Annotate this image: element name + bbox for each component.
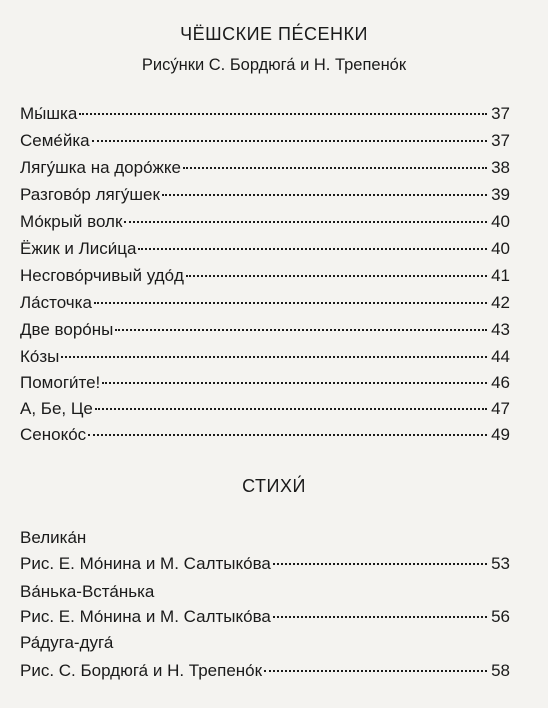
poem-title: Ва́нька-Вста́нька xyxy=(20,582,155,601)
toc-entry-page: 43 xyxy=(491,320,510,339)
dot-leader xyxy=(183,167,487,169)
dot-leader xyxy=(186,275,487,277)
dot-leader xyxy=(138,248,487,250)
toc-entry-title: Мо́крый волк xyxy=(20,212,123,231)
dot-leader xyxy=(273,563,487,565)
toc-entry-page: 41 xyxy=(491,266,510,285)
toc-entry-title: Несгово́рчивый удо́д xyxy=(20,266,184,285)
toc-entry-credit: Рис. Е. Мо́нина и М. Салтыко́ва xyxy=(20,554,271,573)
toc-entry-title: Разгово́р лягу́шек xyxy=(20,185,160,204)
toc-entry xyxy=(20,423,510,447)
toc-entry-title: Две воро́ны xyxy=(20,320,114,339)
dot-leader xyxy=(162,194,487,196)
dot-leader xyxy=(95,408,487,410)
poem-title: Велика́н xyxy=(20,528,87,547)
toc-entry-title: Сеноко́с xyxy=(20,425,87,444)
dot-leader xyxy=(115,329,487,331)
dot-leader xyxy=(92,140,487,142)
toc-entry-title: Семе́йка xyxy=(20,131,90,150)
toc-entry-page: 40 xyxy=(491,212,510,231)
czech-section-title: ЧЁШСКИЕ ПЕ́СЕНКИ xyxy=(180,24,368,44)
toc-entry-page: 49 xyxy=(491,425,510,444)
toc-entry xyxy=(20,397,510,421)
toc-entry-credit: Рис. С. Бордюга́ и Н. Трепено́к xyxy=(20,661,263,680)
toc-entry-page: 37 xyxy=(491,131,510,150)
toc-entry xyxy=(20,264,510,288)
dot-leader xyxy=(273,616,487,618)
toc-entry xyxy=(20,371,510,395)
toc-entry-page: 46 xyxy=(491,373,510,392)
poems-section-title: СТИХИ́ xyxy=(242,476,306,496)
dot-leader xyxy=(102,382,487,384)
toc-entry xyxy=(20,210,510,234)
toc-entry-title: Помоги́те! xyxy=(20,373,101,392)
toc-entry xyxy=(20,605,510,629)
toc-entry-page: 42 xyxy=(491,293,510,312)
toc-entry xyxy=(20,156,510,180)
toc-entry-title: А, Бе, Це xyxy=(20,399,93,418)
poem-title: Ра́дуга-дуга́ xyxy=(20,633,114,652)
toc-entry xyxy=(20,183,510,207)
toc-entry-page: 44 xyxy=(491,347,510,366)
toc-entry-page: 56 xyxy=(491,607,510,626)
toc-entry xyxy=(20,345,510,369)
toc-entry-page: 38 xyxy=(491,158,510,177)
dot-leader xyxy=(88,434,487,436)
toc-entry-title: Мы́шка xyxy=(20,104,78,123)
toc-entry-page: 37 xyxy=(491,104,510,123)
toc-entry-page: 39 xyxy=(491,185,510,204)
toc-entry-title: Ла́сточка xyxy=(20,293,92,312)
toc-entry xyxy=(20,129,510,153)
toc-entry xyxy=(20,552,510,576)
dot-leader xyxy=(79,113,487,115)
toc-entry-title: Ёжик и Лиси́ца xyxy=(20,239,137,258)
toc-entry-page: 53 xyxy=(491,554,510,573)
toc-entry-page: 58 xyxy=(491,661,510,680)
toc-entry-title: Лягу́шка на доро́жке xyxy=(20,158,181,177)
toc-entry xyxy=(20,102,510,126)
toc-entry-credit: Рис. Е. Мо́нина и М. Салтыко́ва xyxy=(20,607,271,626)
toc-entry-page: 47 xyxy=(491,399,510,418)
toc-entry xyxy=(20,237,510,261)
dot-leader xyxy=(61,356,487,358)
toc-entry-page: 40 xyxy=(491,239,510,258)
dot-leader xyxy=(264,670,487,672)
toc-entry-title: Ко́зы xyxy=(20,347,60,366)
toc-entry xyxy=(20,659,510,683)
toc-entry xyxy=(20,291,510,315)
dot-leader xyxy=(124,221,487,223)
czech-section-illustrators: Рису́нки С. Бордюга́ и Н. Трепено́к xyxy=(141,56,407,74)
toc-entry xyxy=(20,318,510,342)
dot-leader xyxy=(94,302,487,304)
